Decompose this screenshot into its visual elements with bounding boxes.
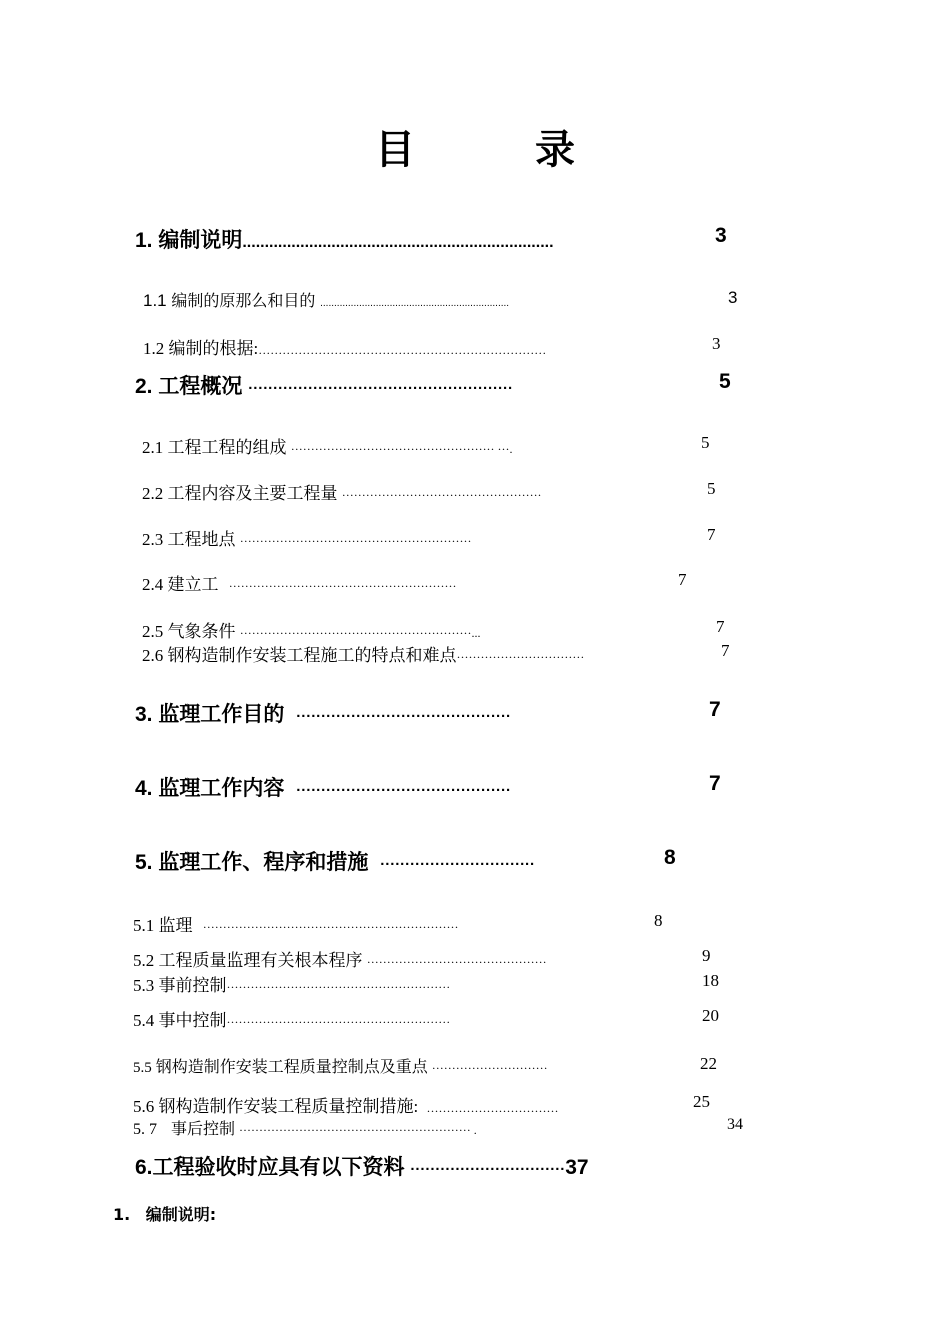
toc-leader-dots: ···········································: [296, 782, 511, 799]
toc-leader-dots: ....................................................................: [320, 298, 510, 309]
toc-leader-dots: ......................................................................: [242, 234, 554, 251]
toc-entry-2-4[interactable]: [142, 570, 687, 595]
toc-entry-2-6[interactable]: [142, 641, 730, 666]
toc-entry-text: 事前控制: [158, 976, 227, 995]
title-char-1: 目: [375, 127, 415, 173]
toc-entry-text: 监理工作、程序和措施: [158, 851, 369, 874]
toc-leader-dots: ·······························: [380, 856, 536, 873]
toc-entry-number: 1.2: [143, 339, 165, 358]
section-heading: [113, 1202, 216, 1225]
toc-entry-text: 工程地点: [167, 530, 236, 549]
toc-entry-page: 7: [707, 525, 716, 544]
toc-entry-number: 2.6: [142, 646, 164, 665]
toc-leader-dots: ································································: [202, 920, 459, 934]
toc-entry-6[interactable]: [135, 1151, 589, 1181]
toc-entry-number: 5.5: [133, 1060, 152, 1076]
toc-leader-dots: ·····················································: [248, 380, 513, 397]
toc-leader-dots: ··················································: [341, 488, 542, 502]
toc-entry-1-2[interactable]: [143, 334, 721, 359]
toc-entry-page: 5: [707, 479, 716, 498]
toc-entry-number: 1.1: [143, 291, 167, 310]
toc-entry-number: 2.4: [142, 575, 164, 594]
toc-entry-5-7[interactable]: [133, 1116, 743, 1139]
toc-entry-page: 3: [728, 288, 738, 307]
toc-entry-page: 7: [721, 641, 730, 660]
toc-entry-page: 18: [702, 971, 719, 990]
toc-entry-page: 7: [678, 570, 687, 589]
toc-entry-text: 监理: [158, 916, 193, 935]
toc-entry-text: 工程工程的组成: [167, 438, 287, 457]
toc-entry-5-3[interactable]: [133, 971, 719, 996]
toc-leader-dots: ………………………………………………………………: [258, 343, 547, 357]
toc-entry-2-3[interactable]: [142, 525, 716, 550]
toc-entry-number: 5.2: [133, 951, 155, 970]
toc-entry-number: 2.: [135, 375, 153, 398]
toc-entry-number: 6.: [135, 1156, 153, 1179]
toc-entry-page: 9: [702, 946, 711, 965]
toc-entry-page: 7: [709, 698, 721, 721]
toc-entry-page: 37: [565, 1156, 589, 1179]
toc-entry-text: 工程质量监理有关根本程序: [158, 951, 363, 970]
toc-entry-page: 22: [700, 1054, 717, 1073]
toc-leader-dots: ························································: [226, 980, 451, 994]
toc-entry-2-2[interactable]: [142, 479, 716, 504]
toc-entry-text: 钢构造制作安装工程施工的特点和难点: [167, 646, 457, 665]
toc-leader-dots: ·························································· .: [239, 1123, 477, 1137]
toc-entry-text: 工程概况: [158, 375, 243, 398]
toc-entry-page: 8: [664, 846, 676, 869]
toc-entry-text: 气象条件: [167, 622, 236, 641]
toc-entry-text: 事后控制: [171, 1121, 236, 1138]
toc-entry-text: 编制说明: [158, 229, 243, 252]
toc-leader-dots: ··························································: [239, 534, 472, 548]
toc-entry-number: 5. 7: [133, 1121, 157, 1138]
toc-entry-text: 事中控制: [158, 1011, 227, 1030]
toc-entry-5-4[interactable]: [133, 1006, 719, 1031]
toc-entry-page: 7: [716, 617, 725, 636]
toc-leader-dots: ································: [456, 650, 585, 664]
toc-entry-text: 监理工作内容: [158, 777, 285, 800]
toc-entry-page: 25: [693, 1092, 710, 1111]
toc-entry-page: 20: [702, 1006, 719, 1025]
toc-leader-dots: ……………………………: [426, 1101, 559, 1115]
toc-entry-page: 7: [709, 772, 721, 795]
toc-entry-number: 2.5: [142, 622, 164, 641]
toc-leader-dots: ··················································· ···.: [290, 442, 513, 456]
section-number: 1.: [113, 1205, 131, 1224]
toc-entry-number: 5.3: [133, 976, 155, 995]
toc-entry-2-5[interactable]: [142, 617, 725, 642]
toc-entry-text: 钢构造制作安装工程质量控制点及重点: [155, 1059, 428, 1076]
toc-entry-number: 2.2: [142, 484, 164, 503]
toc-leader-dots: ·············································: [366, 955, 547, 969]
toc-entry-text: 监理工作目的: [158, 703, 285, 726]
toc-leader-dots: ·····························: [431, 1061, 548, 1075]
toc-entry-page: 3: [715, 224, 727, 247]
toc-leader-dots: ··························································...: [239, 626, 481, 640]
toc-entry-text: 工程内容及主要工程量: [167, 484, 338, 503]
toc-entry-text: 钢构造制作安装工程质量控制措施:: [158, 1097, 419, 1116]
toc-entry-1-1[interactable]: [143, 288, 738, 311]
toc-entry-page: 5: [719, 370, 731, 393]
toc-entry-2[interactable]: [135, 370, 731, 400]
toc-entry-number: 5.6: [133, 1097, 155, 1116]
toc-entry-5-5[interactable]: [133, 1054, 717, 1077]
toc-entry-number: 5.1: [133, 916, 155, 935]
toc-entry-number: 4.: [135, 777, 153, 800]
toc-leader-dots: ···········································: [296, 708, 511, 725]
toc-entry-1[interactable]: [135, 224, 727, 254]
toc-entry-number: 5.4: [133, 1011, 155, 1030]
toc-entry-page: 3: [712, 334, 721, 353]
toc-entry-5-1[interactable]: [133, 911, 663, 936]
toc-entry-page: 8: [654, 911, 663, 930]
toc-entry-3[interactable]: [135, 698, 721, 728]
toc-entry-page: 5: [701, 433, 710, 452]
toc-entry-text: 编制的原那么和目的: [171, 291, 316, 310]
toc-entry-5-6[interactable]: [133, 1092, 710, 1117]
toc-entry-4[interactable]: [135, 772, 721, 802]
section-title: 编制说明:: [145, 1205, 217, 1224]
toc-entry-text: 建立工: [167, 575, 219, 594]
toc-entry-page: 34: [727, 1116, 743, 1133]
toc-entry-number: 2.1: [142, 438, 164, 457]
toc-entry-5-2[interactable]: [133, 946, 711, 971]
toc-entry-text: 编制的根据:: [168, 339, 259, 358]
toc-entry-5[interactable]: [135, 846, 676, 876]
toc-entry-2-1[interactable]: [142, 433, 710, 458]
toc-entry-number: 5.: [135, 851, 153, 874]
toc-leader-dots: ·························································: [228, 579, 457, 593]
toc-entry-number: 1.: [135, 229, 153, 252]
toc-leader-dots: ························································: [226, 1015, 451, 1029]
toc-entry-text: 工程验收时应具有以下资料: [152, 1156, 405, 1179]
toc-leader-dots: ·······························: [410, 1161, 566, 1178]
toc-entry-number: 2.3: [142, 530, 164, 549]
title-char-2: 录: [535, 127, 575, 173]
toc-entry-number: 3.: [135, 703, 153, 726]
